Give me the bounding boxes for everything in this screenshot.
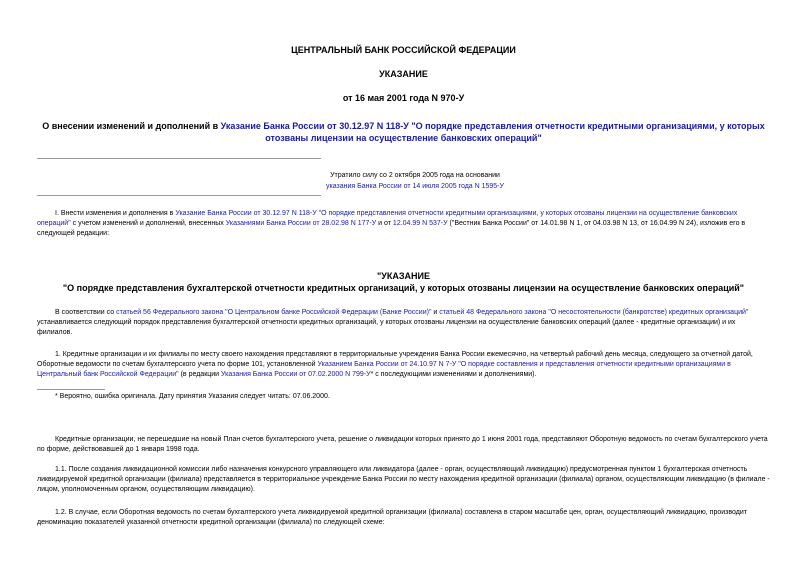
- doc-type: УКАЗАНИЕ: [379, 69, 428, 79]
- status-line: Утратило силу со 2 октября 2005 года на основании: [330, 172, 500, 179]
- intro-link-177[interactable]: Указаниями Банка России от 28.02.98 N 177-У: [225, 220, 377, 227]
- paragraph-old-plan: Кредитные организации, не перешедшие на новый План счетов бухгалтерского учета, решение о ликвидации которых принято до 1 июня 2001 года, представляют Оборотную ведомость по счетам бухгалтерского учета по форме, действовавшей до 1 января 1998 года.: [37, 436, 768, 453]
- intro-link-118[interactable]: Указание Банка России от 30.12.97 N 118-У "О порядке представления отчетности кредитными организациями, у которых отозваны лицензии на осуществление банковских операций": [37, 210, 738, 227]
- divider-top: [37, 158, 321, 159]
- title-link[interactable]: Указание Банка России от 30.12.97 N 118-У "О порядке представления отчетности кредитными организациями, у которых отозваны лицензии на осуществление банковских операций": [220, 121, 765, 143]
- section-subheading: "О порядке представления бухгалтерской отчетности кредитных организаций, у которых отозваны лицензии на осуществление банковских операций": [62, 283, 745, 293]
- doc-date-number: от 16 мая 2001 года N 970-У: [342, 93, 465, 103]
- footnote-divider: [37, 389, 105, 390]
- link-article-56[interactable]: статьей 56 Федерального закона "О Центральном банке Российской Федерации (Банке России)": [116, 309, 432, 316]
- link-7-u[interactable]: Указанием Банка России от 24.10.97 N 7-У "О порядке составления и представления отчетности кредитными организациями в Центральный банк Российской Федерации": [37, 361, 731, 378]
- section-heading: "УКАЗАНИЕ: [377, 271, 430, 281]
- link-article-48[interactable]: статьей 48 Федерального закона "О несостоятельности (банкротстве) кредитных организаций": [439, 309, 749, 316]
- paragraph-1-1: 1.1. После создания ликвидационной комиссии либо назначения конкурсного управляющего или ликвидатора (далее - орган, осуществляющий ликвидацию) предусмотренная пунктом 1 бухгалтерская отчетность ликвидируемой кредитной организации (филиала) представляется в территориальное учреждение Банка России по месту нахождения кредитной организации (филиала) органом, осуществляющим ликвидацию (в филиале - лицом, уполномоченным органом, осуществляющим ликвидацию).: [37, 466, 770, 493]
- paragraph-legal-basis: В соответствии со статьей 56 Федерального закона "О Центральном банке Российской Федерации (Банке России)" и статьей 48 Федерального закона "О несостоятельности (банкротстве) кредитных организаций" устанавливается следующий порядок представления бухгалтерской отчетности кредитных организаций, у которых отозваны лицензии на осуществление банковских операций (далее - кредитные организации) и их филиалов.: [37, 309, 749, 336]
- paragraph-1-2: 1.2. В случае, если Оборотная ведомость по счетам бухгалтерского учета ликвидируемой кредитной организации (филиала) составлена в старом масштабе цен, орган, осуществляющий ликвидацию, производит деноминацию показателей указанной отчетности кредитной организации (филиала) по следующей схеме:: [37, 509, 747, 526]
- paragraph-1: 1. Кредитные организации и их филиалы по месту своего нахождения представляют в территориальные учреждения Банка России ежемесячно, на четвертый рабочий день месяца, следующего за отчетной датой, Оборотные ведомости по счетам бухгалтерского учета по форме 101, установленной Указанием Банка России от 24.10.97 N 7-У "О порядке составления и представления отчетности кредитными организациями в Центральный банк Российской Федерации" (в редакции Указания Банка России от 07.02.2000 N 799-У* с последующими изменениями и дополнениями).: [37, 351, 753, 378]
- footnote: * Вероятно, ошибка оригинала. Дату принятия Указания следует читать: 07.06.2000.: [55, 393, 330, 400]
- divider-status: [37, 195, 321, 196]
- org-name: ЦЕНТРАЛЬНЫЙ БАНК РОССИЙСКОЙ ФЕДЕРАЦИИ: [291, 45, 516, 55]
- status-note: [290, 170, 540, 192]
- doc-title: [42, 120, 765, 144]
- title-prefix: О внесении изменений и дополнений в: [42, 121, 221, 131]
- status-link[interactable]: указания Банка России от 14 июля 2005 года N 1595-У: [326, 183, 504, 190]
- intro-paragraph: I. Внести изменения и дополнения в Указание Банка России от 30.12.97 N 118-У "О порядке представления отчетности кредитными организациями, у которых отозваны лицензии на осуществление банковских операций" с учетом изменений и дополнений, внесенных Указаниями Банка России от 28.02.98 N 177-У и от 12.04.99 N 537-У ("Вестник Банка России" от 14.01.98 N 1, от 04.03.98 N 13, от 16.04.99 N 24), изложив его в следующей редакции:: [37, 210, 746, 237]
- intro-link-537[interactable]: 12.04.99 N 537-У: [392, 220, 448, 227]
- link-799-u[interactable]: Указания Банка России от 07.02.2000 N 799-У: [221, 371, 371, 378]
